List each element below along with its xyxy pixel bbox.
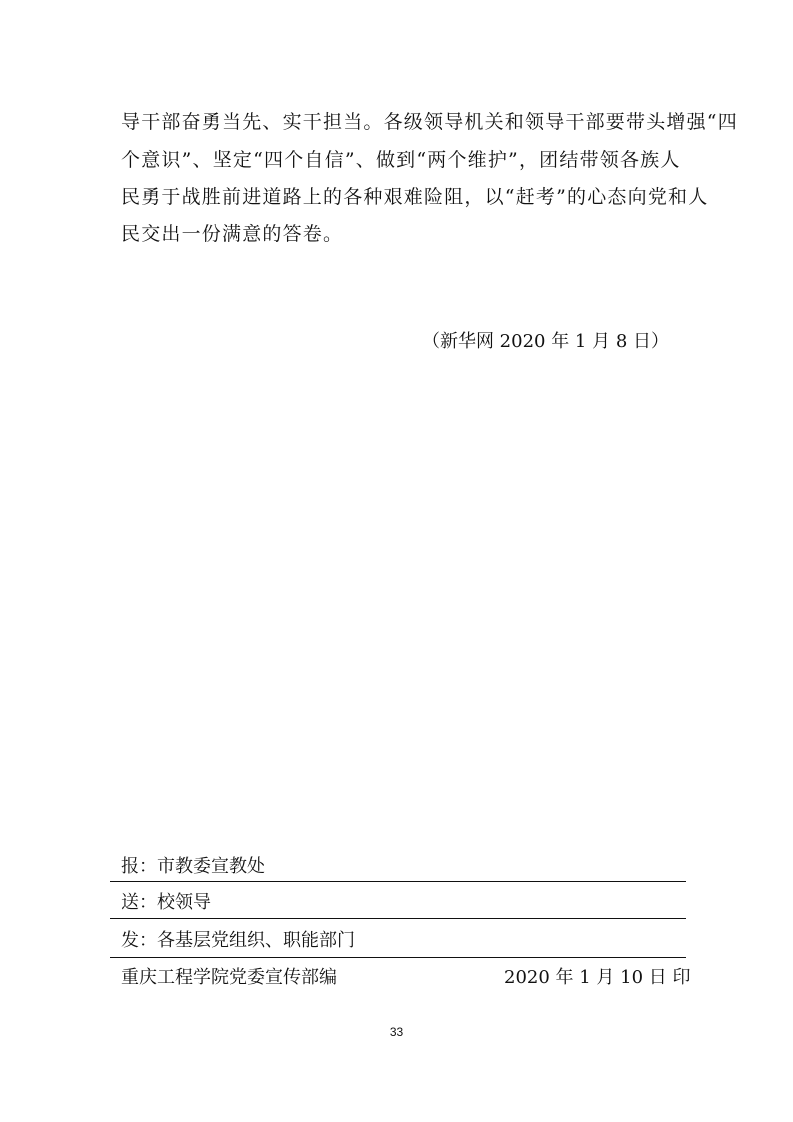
print-date: 2020 年 1 月 10 日 印: [504, 967, 691, 988]
article-paragraph-line: 民勇于战胜前进道路上的各种艰难险阻，以“赶考”的心态向党和人: [121, 186, 709, 208]
divider-line: [110, 957, 686, 958]
article-paragraph-line: 个意识”、坚定“四个自信”、做到“两个维护”，团结带领各族人: [121, 149, 681, 171]
page-number: 33: [389, 1025, 404, 1039]
send-to-line: 送：校领导: [121, 892, 211, 913]
article-paragraph-line: 民交出一份满意的答卷。: [121, 223, 344, 245]
report-to-line: 报：市教委宣教处: [121, 856, 265, 877]
article-source: （新华网 2020 年 1 月 8 日）: [421, 331, 669, 352]
issue-to-line: 发：各基层党组织、职能部门: [121, 930, 355, 951]
editor-unit: 重庆工程学院党委宣传部编: [121, 967, 337, 988]
divider-line: [110, 881, 686, 882]
article-paragraph-line: 导干部奋勇当先、实干担当。各级领导机关和领导干部要带头增强“四: [121, 111, 738, 133]
divider-line: [110, 918, 686, 919]
